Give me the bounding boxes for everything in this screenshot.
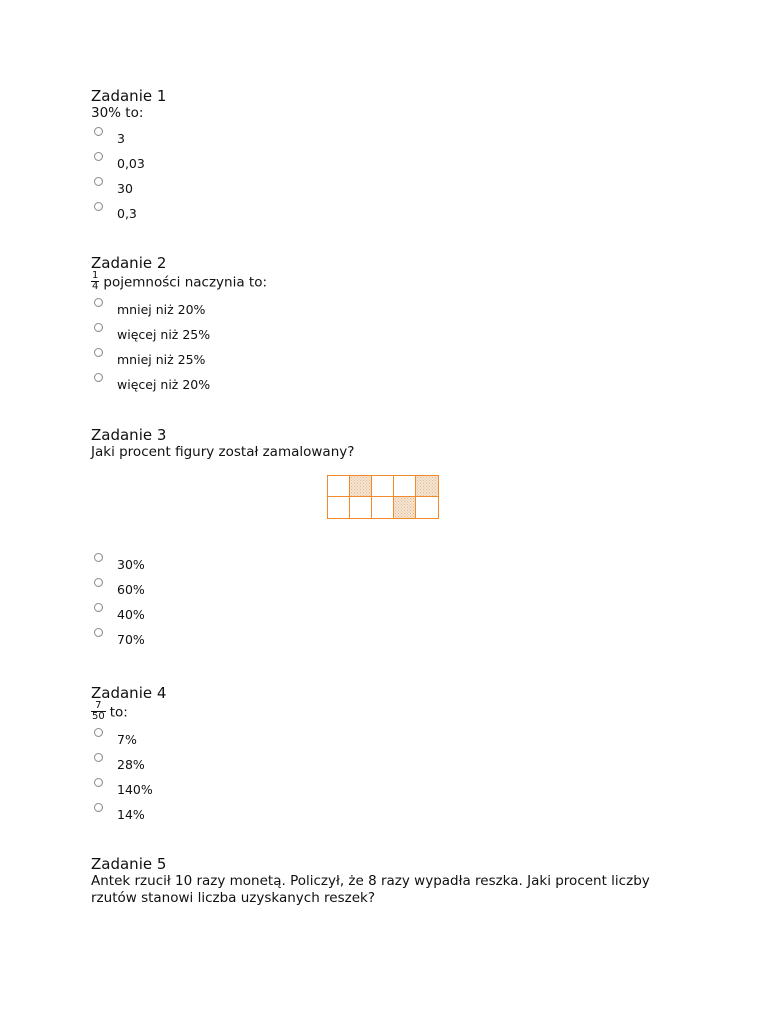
figure-cell bbox=[328, 497, 350, 518]
answer-option[interactable] bbox=[91, 151, 691, 176]
figure-cell bbox=[416, 497, 438, 518]
task-2 bbox=[91, 255, 691, 397]
answer-option[interactable] bbox=[91, 602, 691, 627]
radio-button[interactable] bbox=[94, 348, 103, 357]
figure-cell bbox=[350, 497, 372, 518]
radio-button[interactable] bbox=[94, 152, 103, 161]
answer-option[interactable] bbox=[91, 176, 691, 201]
answer-label: 3 bbox=[117, 131, 125, 146]
task-question: to: bbox=[109, 704, 128, 721]
figure-cell bbox=[372, 497, 394, 518]
fraction-numerator: 7 bbox=[91, 701, 106, 712]
task-1 bbox=[91, 88, 691, 226]
answer-label: 70% bbox=[117, 632, 145, 647]
radio-button[interactable] bbox=[94, 603, 103, 612]
task-title: Zadanie 3 bbox=[91, 426, 167, 444]
answer-option[interactable] bbox=[91, 752, 691, 777]
radio-button[interactable] bbox=[94, 778, 103, 787]
radio-button[interactable] bbox=[94, 127, 103, 136]
radio-button[interactable] bbox=[94, 728, 103, 737]
answer-label: 60% bbox=[117, 582, 145, 597]
answer-option[interactable] bbox=[91, 552, 691, 577]
figure-cell-shaded bbox=[394, 497, 416, 518]
task-question: pojemności naczynia to: bbox=[103, 274, 268, 291]
answer-option[interactable] bbox=[91, 201, 691, 226]
answer-options bbox=[91, 297, 691, 397]
answer-option[interactable] bbox=[91, 322, 691, 347]
task-question: Jaki procent figury został zamalowany? bbox=[91, 444, 355, 460]
radio-button[interactable] bbox=[94, 177, 103, 186]
radio-button[interactable] bbox=[94, 553, 103, 562]
radio-button[interactable] bbox=[94, 578, 103, 587]
figure-cell bbox=[328, 476, 350, 497]
fraction-numerator: 1 bbox=[92, 270, 99, 281]
radio-button[interactable] bbox=[94, 803, 103, 812]
answer-label: 40% bbox=[117, 607, 145, 622]
answer-option[interactable] bbox=[91, 297, 691, 322]
answer-options bbox=[91, 126, 691, 226]
answer-options bbox=[91, 552, 691, 652]
answer-label: 7% bbox=[117, 732, 137, 747]
figure-cell bbox=[394, 476, 416, 497]
task-title: Zadanie 4 bbox=[91, 684, 167, 702]
task-title: Zadanie 2 bbox=[91, 254, 167, 272]
radio-button[interactable] bbox=[94, 373, 103, 382]
radio-button[interactable] bbox=[94, 323, 103, 332]
answer-label: 28% bbox=[117, 757, 145, 772]
fraction-denominator: 50 bbox=[92, 711, 105, 722]
answer-option[interactable] bbox=[91, 126, 691, 151]
task-3 bbox=[91, 426, 691, 647]
answer-label: mniej niż 25% bbox=[117, 352, 206, 367]
worksheet-page bbox=[91, 0, 691, 1024]
task-title: Zadanie 5 bbox=[91, 855, 167, 873]
answer-option[interactable] bbox=[91, 627, 691, 652]
answer-option[interactable] bbox=[91, 347, 691, 372]
answer-label: 14% bbox=[117, 807, 145, 822]
answer-label: 0,03 bbox=[117, 156, 145, 171]
task-question: Antek rzucił 10 razy monetą. Policzył, że 8 razy wypadła reszka. Jaki procent liczby rzutów stanowi liczba uzyskanych reszek? bbox=[91, 873, 650, 906]
answer-label: więcej niż 25% bbox=[117, 327, 211, 342]
task-question-line bbox=[91, 272, 691, 293]
answer-label: 30 bbox=[117, 181, 133, 196]
task-question: 30% to: bbox=[91, 105, 144, 121]
radio-button[interactable] bbox=[94, 202, 103, 211]
answer-label: 140% bbox=[117, 782, 153, 797]
fraction-denominator: 4 bbox=[92, 281, 99, 292]
answer-options bbox=[91, 727, 691, 827]
answer-option[interactable] bbox=[91, 372, 691, 397]
radio-button[interactable] bbox=[94, 298, 103, 307]
task-question-line bbox=[91, 702, 691, 723]
answer-option[interactable] bbox=[91, 727, 691, 752]
shaded-figure-grid bbox=[327, 475, 439, 519]
answer-label: mniej niż 20% bbox=[117, 302, 206, 317]
task-4 bbox=[91, 685, 691, 827]
answer-option[interactable] bbox=[91, 577, 691, 602]
answer-option[interactable] bbox=[91, 777, 691, 802]
answer-label: 30% bbox=[117, 557, 145, 572]
task-title: Zadanie 1 bbox=[91, 87, 167, 105]
radio-button[interactable] bbox=[94, 628, 103, 637]
task-5 bbox=[91, 856, 691, 907]
fraction bbox=[91, 271, 99, 292]
figure-cell-shaded bbox=[416, 476, 438, 497]
fraction bbox=[91, 701, 106, 722]
radio-button[interactable] bbox=[94, 753, 103, 762]
figure-cell bbox=[372, 476, 394, 497]
figure-cell-shaded bbox=[350, 476, 372, 497]
answer-option[interactable] bbox=[91, 802, 691, 827]
answer-label: 0,3 bbox=[117, 206, 137, 221]
answer-label: więcej niż 20% bbox=[117, 377, 211, 392]
